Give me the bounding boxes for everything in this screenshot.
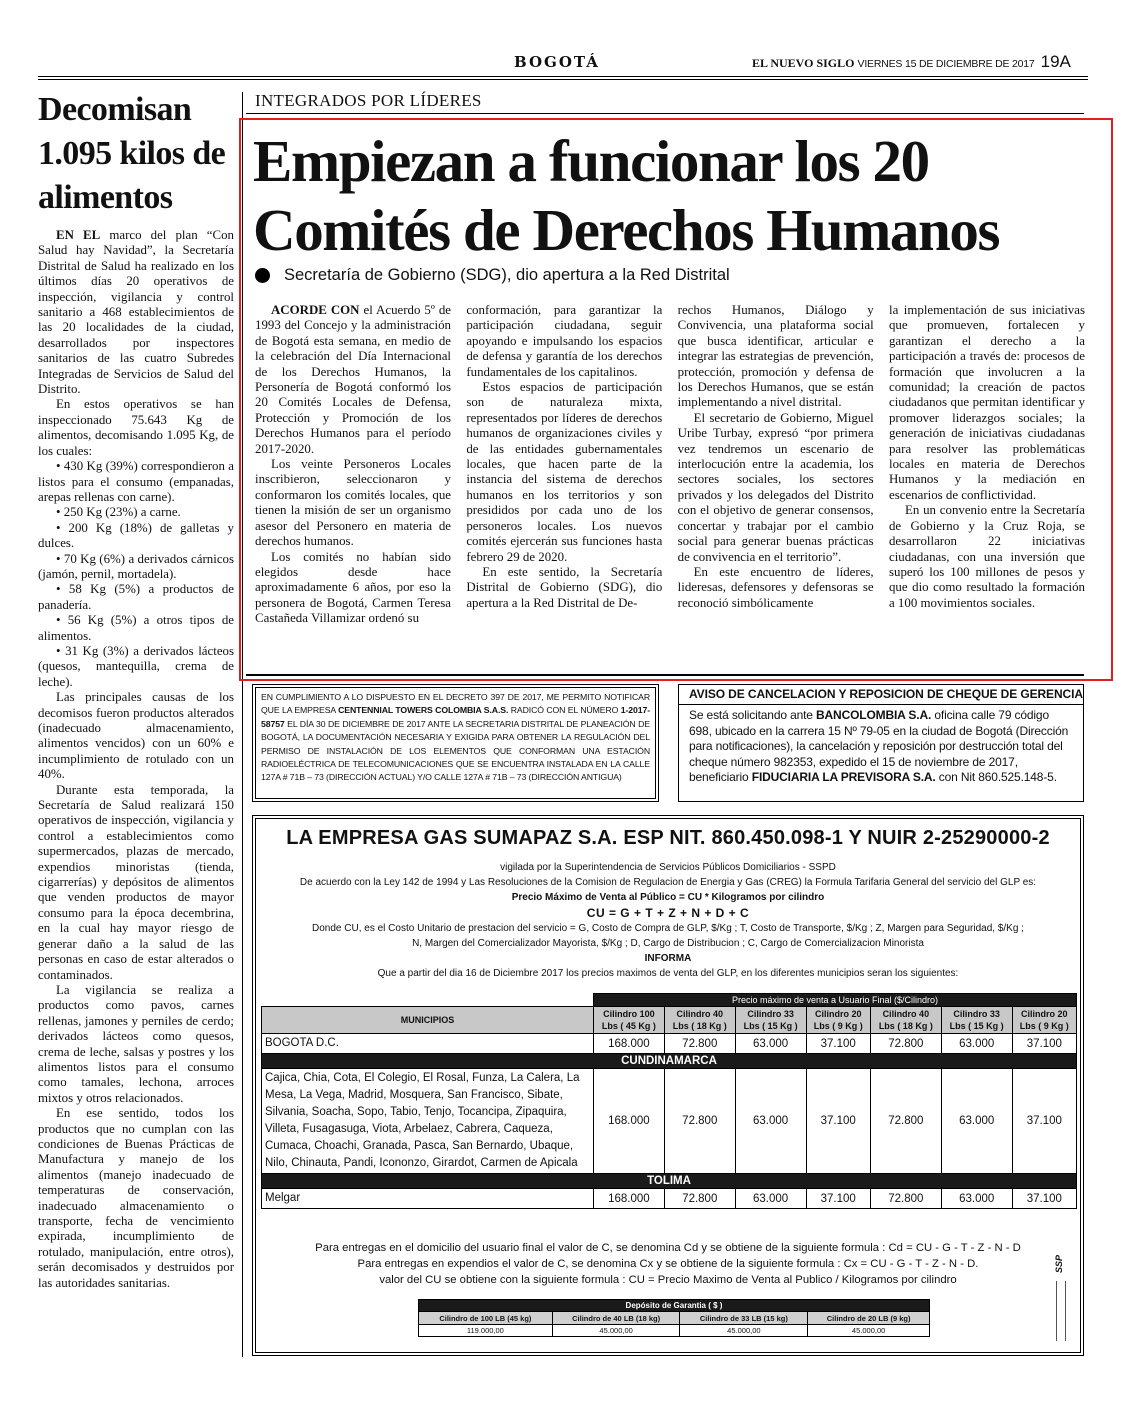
intro-line: De acuerdo con la Ley 142 de 1994 y Las Resoluciones de la Comision de Regulacion de Energia y Gas (CREG) la Formula Tarifaria General del servicio del GLP es: — [299, 877, 1037, 889]
header-line: Cilindro 20 — [1021, 1009, 1068, 1019]
company-name: CENTENNIAL TOWERS COLOMBIA S.A.S. — [338, 705, 509, 716]
paragraph: Las principales causas de los decomisos fueron productos alterados (inadecuado almacenamiento, alimentos vencidos) con un 60% e incumplimiento de rotulado con un 40%. — [38, 690, 234, 782]
gas-formula-notes — [256, 1241, 1080, 1288]
intro-line: N, Margen del Comercializador Mayorista, $/Kg ; D, Cargo de Distribucion ; C, Cargo de Comercializacion Minorista — [412, 938, 924, 950]
table-row — [262, 1189, 1077, 1209]
deposit-header-row — [419, 1312, 930, 1325]
bullet-dot-icon — [255, 268, 270, 283]
price-cell: 63.000 — [735, 1069, 806, 1174]
deposit-cell: 45.000,00 — [552, 1325, 680, 1337]
paragraph: Estos espacios de participación son de naturaleza mixta, representados por líderes de derechos humanos de organizaciones civiles y de las entidades gubernamentales locales, que hacen parte de la instancia del sistema de derechos humanos en los territorios y son presididos por cada uno de los personeros locales. Los nuevos comités ejercerán sus funciones hasta febrero 29 de 2020. — [466, 380, 663, 564]
ssp-logo: SSP — [1054, 1255, 1064, 1274]
region-label: TOLIMA — [262, 1174, 1077, 1189]
region-row — [262, 1174, 1077, 1189]
table-header-row — [262, 1007, 1077, 1034]
gas-advert-frame — [255, 818, 1081, 1353]
header-line: Lbs ( 18 Kg ) — [878, 1021, 933, 1031]
paragraph: En un convenio entre la Secretaría de Gobierno y la Cruz Roja, se desarrollaron 22 iniciativas ciudadanas, con una inversión que superó los 100 millones de pesos y que dio como resultado la formación a 100 movimientos sociales. — [888, 503, 1085, 610]
page-number: 19A — [1040, 52, 1071, 71]
header-line: Cilindro 40 — [676, 1009, 724, 1019]
column-header — [941, 1007, 1012, 1034]
price-cell: 63.000 — [735, 1034, 806, 1054]
paragraph: rechos Humanos, Diálogo y Convivencia, una plataforma social que busca identificar, articular e integrar las estrategias de prevención, protección, promoción y defensa de los Derechos Humanos, que se están implementando a nivel distrital. — [677, 303, 874, 410]
issue-date: VIERNES 15 DE DICIEMBRE DE 2017 — [857, 58, 1035, 70]
kicker-rule — [246, 113, 1084, 114]
municipality-cell: BOGOTA D.C. — [262, 1034, 594, 1054]
formula-note: valor del CU se obtiene con la siguiente formula : CU = Precio Maximo de Venta al Publico / Kilogramos por cilindro — [379, 1273, 957, 1286]
price-cell: 72.800 — [870, 1069, 941, 1174]
lead-in: EN EL — [56, 228, 101, 242]
paragraph: En estos operativos se han inspeccionado 75.643 Kg de alimentos, decomisando 1.095 Kg, de los cuales: — [38, 397, 234, 458]
table-row — [262, 1069, 1077, 1174]
list-item: • 430 Kg (39%) correspondieron a listos para el consumo (empanadas, arepas rellenas con carne). — [38, 459, 234, 504]
paragraph: En este encuentro de líderes, lideresas, defensores y defensoras se reconoció simbólicamente — [677, 564, 874, 610]
region-label: CUNDINAMARCA — [262, 1054, 1077, 1069]
notice-text: Se está solicitando ante — [689, 708, 817, 722]
header-line: Lbs ( 18 Kg ) — [672, 1021, 727, 1031]
column-header — [806, 1007, 870, 1034]
headline-line: Comités de Derechos Humanos — [253, 197, 1000, 263]
notice-text: EL DÍA 30 DE DICIEMBRE DE 2017 ANTE LA SECRETARIA DISTRITAL DE PLANEACIÓN DE BOGOTÁ, LA DOCUMENTACIÓN NECESARIA Y EXIGIDA PARA OBTENER LA REGULACIÓN DEL PERMISO DE INSTALACIÓN DE LOS ELEMENTOS QUE CONFORMAN UNA ESTACIÓN RADIOELÉCTRICA DE TELECOMUNICACIONES QUE SE ENCUENTRA INSTALADA EN LA CALLE 127A # 71B – 73 (DIRECCIÓN ACTUAL) Y/O CALLE 127A # 71B – 73 (DIRECCIÓN ANTIGUA) — [261, 718, 650, 783]
list-item: • 250 Kg (23%) a carne. — [56, 505, 181, 520]
paragraph: En este sentido, la Secretaría Distrital de Gobierno (SDG), dio apertura a la Red Distrital de De- — [466, 564, 663, 610]
header-line: Cilindro 20 — [814, 1009, 862, 1019]
price-cell: 63.000 — [941, 1189, 1012, 1209]
list-item: • 31 Kg (3%) a derivados lácteos (quesos, mantequilla, crema de leche). — [38, 643, 234, 689]
column-header — [1012, 1007, 1076, 1034]
paragraph: Durante esta temporada, la Secretaría de Salud realizará 150 operativos de inspección, vigilancia y control a establecimientos como supermercados, plazas de mercado, expendios minoristas (tienda, cigarrerías) y depósitos de alimentos que venden productos de mayor consumo para la época decembrina, en la cual hay mayor riesgo de generar daño a la salud de las personas en caso de estar alterados o contaminados. — [38, 782, 234, 982]
paragraph — [255, 303, 451, 457]
article-column-2 — [466, 303, 662, 658]
column-header: Cilindro de 20 LB (9 kg) — [808, 1312, 930, 1325]
notice-text: oficina calle 79 código 698, ubicado en la carrera 15 Nº 79-05 en la ciudad de Bogotá (Dirección para notificaciones), la cancelación y reposición por destrucción total del cheque número 982353, expedido el 15 de noviembre de 2017, beneficiario — [689, 708, 1069, 785]
section-name: BOGOTÁ — [514, 53, 600, 71]
deposit-cell: 119.000,00 — [419, 1325, 553, 1337]
ssp-fine-print-mark — [1056, 1281, 1066, 1341]
article-bottom-rule — [246, 674, 1084, 676]
region-row — [262, 1054, 1077, 1069]
paragraph: El secretario de Gobierno, Miguel Uribe Turbay, expresó “por primera vez tendremos un escenario de interlocución entre la academia, los sectores sociales, los sectores privados y los delegados del Distrito con el objetivo de generar consensos, concertar y trabajar por el cambio social para generar buenas prácticas de convivencia en el territorio”. — [677, 410, 874, 564]
column-header: MUNICIPIOS — [262, 1007, 594, 1034]
deposit-title: Depósito de Garantia ( $ ) — [419, 1300, 930, 1312]
price-table — [261, 993, 1077, 1209]
notice-text: EN CUMPLIMIENTO A LO DISPUESTO EN EL DECRETO 397 DE 2017, ME PERMITO NOTIFICAR QUE LA EMPRESA — [261, 692, 650, 716]
table-row — [262, 1034, 1077, 1054]
deposit-cell: 45.000,00 — [680, 1325, 808, 1337]
beneficiary-name: FIDUCIARIA LA PREVISORA S.A. — [751, 770, 936, 785]
paragraph: conformación, para garantizar la participación ciudadana, seguir apoyando e impulsando los espacios de defensa y garantía de los derechos fundamentales de los capitalinos. — [466, 303, 663, 379]
deposit-table-wrapper — [418, 1299, 930, 1337]
tariff-formula: CU = G + T + Z + N + D + C — [586, 905, 750, 920]
bank-name: BANCOLOMBIA S.A. — [816, 708, 932, 722]
price-cell: 37.100 — [806, 1189, 870, 1209]
price-cell: 72.800 — [664, 1069, 735, 1174]
intro-line: Que a partir del dia 16 de Diciembre 2017 los precios maximos de venta del GLP, en los diferentes municipios seran los siguientes: — [377, 968, 959, 980]
paragraph — [38, 228, 234, 397]
newspaper-name: EL NUEVO SIGLO — [752, 56, 855, 70]
price-cell: 63.000 — [941, 1034, 1012, 1054]
price-cell: 72.800 — [664, 1189, 735, 1209]
price-cell: 168.000 — [594, 1189, 665, 1209]
price-cell: 72.800 — [870, 1034, 941, 1054]
price-cell: 37.100 — [1012, 1189, 1076, 1209]
article-columns — [255, 303, 1085, 658]
informa-label: INFORMA — [644, 953, 692, 965]
deposit-cell: 45.000,00 — [808, 1325, 930, 1337]
paragraph: Los veinte Personeros Locales inscribieron, seleccionaron y conformaron los comités locales, que tienen la misión de ser un organismo asesor del Personero en materia de derechos humanos. — [255, 457, 451, 549]
header-line: Lbs ( 45 Kg ) — [601, 1021, 656, 1031]
article-kicker: INTEGRADOS POR LÍDERES — [255, 91, 482, 110]
cheque-notice — [678, 684, 1084, 802]
header-line: Cilindro 33 — [953, 1009, 1000, 1019]
municipality-cell: Melgar — [262, 1189, 594, 1209]
price-table-wrapper — [261, 993, 1077, 1209]
column-header: Cilindro de 33 LB (15 kg) — [680, 1312, 808, 1325]
price-cell: 37.100 — [1012, 1069, 1076, 1174]
notice-text: RADICÓ CON EL NÚMERO — [508, 705, 621, 716]
deposit-table — [418, 1299, 930, 1337]
municipality-cell: Cajica, Chia, Cota, El Colegio, El Rosal, Funza, La Calera, La Mesa, La Vega, Madrid, Mosquera, San Francisco, Sibate, Silvania, Soacha, Sopo, Tabio, Tenjo, Tocancipa, Zipaquira, Villeta, Fusagasuga, Viota, Arbelaez, Cabrera, Caqueza, Cumaca, Choachi, Granada, Pasca, San Bernardo, Ubaque, Nilo, Chinauta, Pandi, Icononzo, Girardot, Carmen de Apicala — [262, 1069, 594, 1174]
food-seizure-article — [38, 88, 234, 1368]
price-cell: 37.100 — [806, 1034, 870, 1054]
filing-number: 1-2017-58757 — [261, 705, 651, 729]
deposit-title-row — [419, 1300, 930, 1312]
paragraph: la implementación de sus iniciativas que promueven, fortalecen y garantizan el derecho a la participación a través de: procesos de formación que involucren a la comunidad; la creación de pactos ciudadanos que permitan identificar y promover liderazgos sociales; la generación de iniciativas ciudadanas para resolver las problemáticas locales en materia de Derechos Humanos y la mediación en escenarios de conflictividad. — [888, 303, 1085, 502]
food-seizure-body — [38, 228, 234, 1291]
caption-spacer — [262, 994, 594, 1007]
paragraph: Los comités no habían sido elegidos desde hace aproximadamente 6 años, por eso la personera de Bogotá, Carmen Teresa Castañeda Villamizar ordenó su — [255, 549, 451, 626]
list-item: • 200 Kg (18%) de galletas y dulces. — [38, 520, 234, 551]
header-rule-secondary — [38, 79, 1088, 80]
article-column-1 — [255, 303, 451, 658]
header-line: Lbs ( 15 Kg ) — [949, 1021, 1004, 1031]
formula-note: Para entregas en el domicilio del usuario final el valor de C, se denomina Cd y se obtiene de la siguiente formula : Cd = CU - G - T - Z - N - D — [315, 1242, 1021, 1254]
paragraph: La vigilancia se realiza a productos como pavos, carnes rellenas, jamones y perniles de cerdo; derivados lácteos como quesos, crema de leche, salsas y postres y los alimentos listos para el consumo como tamales, lechona, arroces mixtos y otros relacionados. — [38, 982, 234, 1105]
article-subhead — [255, 266, 1075, 285]
article-column-4 — [889, 303, 1085, 658]
price-cell: 168.000 — [594, 1034, 665, 1054]
gas-price-advert — [252, 815, 1084, 1356]
gas-advert-title: LA EMPRESA GAS SUMAPAZ S.A. ESP NIT. 860.450.098-1 Y NUIR 2-25290000-2 — [286, 827, 1050, 849]
masthead-info — [752, 52, 1088, 72]
price-cell: 63.000 — [941, 1069, 1012, 1174]
column-header — [735, 1007, 806, 1034]
headline-line: Empiezan a funcionar los 20 — [253, 128, 929, 194]
header-line: Cilindro 33 — [747, 1009, 794, 1019]
subhead-text: Secretaría de Gobierno (SDG), dio apertura a la Red Distrital — [284, 266, 730, 284]
list-item: • 70 Kg (6%) a derivados cárnicos (jamón, pernil, mortadela). — [38, 551, 234, 581]
price-cell: 168.000 — [594, 1069, 665, 1174]
list-item: • 58 Kg (5%) a productos de panadería. — [38, 582, 234, 612]
header-line: Lbs ( 15 Kg ) — [743, 1021, 798, 1031]
price-cell: 37.100 — [1012, 1034, 1076, 1054]
food-seizure-headline: Decomisan 1.095 kilos de alimentos — [38, 91, 226, 216]
column-header — [594, 1007, 665, 1034]
deposit-value-row — [419, 1325, 930, 1337]
paragraph-text: el Acuerdo 5º de 1993 del Concejo y la administración de Bogotá esta semana, en medio de la celebración del Día Internacional de los Derechos Humanos, la Personería de Bogotá conformó los 20 Comités Locales de Defensa, Protección y Promoción de los Derechos Humanos para el período 2017-2020. — [255, 303, 451, 456]
notice-text: con Nit 860.525.148-5. — [935, 770, 1057, 785]
article-column-3 — [678, 303, 874, 658]
gas-advert-intro — [256, 860, 1080, 982]
column-header — [870, 1007, 941, 1034]
list-item: • 56 Kg (5%) a otros tipos de alimentos. — [38, 613, 234, 643]
main-headline — [253, 127, 1093, 265]
table-caption-row — [262, 994, 1077, 1007]
column-header — [664, 1007, 735, 1034]
intro-line: vigilada por la Superintendencia de Servicios Públicos Domiciliarios - SSPD — [500, 862, 836, 873]
header-line: Cilindro 100 — [603, 1009, 655, 1019]
header-rule — [38, 76, 1088, 77]
intro-line: Donde CU, es el Costo Unitario de prestacion del servicio = G, Costo de Compra de GLP, $/Kg ; T, Costo de Transporte, $/Kg ; Z, Margen para Seguridad, $/Kg ; — [312, 922, 1024, 934]
paragraph: En ese sentido, todos los productos que no cumplan con las condiciones de Buenas Prácticas de Manufactura y manejo de los alimentos (manejo inadecuado de temperaturas de conservación, inadecuado almacenamiento o transporte, fecha de vencimiento expirada, incumplimiento de rotulado, manipulación, entre otros), serán decomisados y destruidos por las autoridades sanitarias. — [38, 1106, 234, 1290]
column-header: Cilindro de 100 LB (45 kg) — [419, 1312, 553, 1325]
notice-divider — [679, 704, 1083, 705]
table-caption: Precio máximo de venta a Usuario Final ($/Cilindro) — [594, 994, 1077, 1007]
formula-note: Para entregas en expendios el valor de C, se denomina Cx y se obtiene de la siguiente formula : Cx = CU - G - T - Z - N - D. — [357, 1257, 979, 1270]
header-line: Lbs ( 9 Kg ) — [1019, 1021, 1069, 1031]
price-cell: 72.800 — [870, 1189, 941, 1209]
column-header: Cilindro de 40 LB (18 kg) — [552, 1312, 680, 1325]
telecom-notice-text — [255, 687, 656, 799]
lead-in: ACORDE CON — [271, 303, 360, 317]
intro-line: Precio Máximo de Venta al Público = CU * Kilogramos por cilindro — [511, 892, 825, 904]
price-cell: 63.000 — [735, 1189, 806, 1209]
cheque-notice-body — [689, 708, 1073, 786]
price-cell: 72.800 — [664, 1034, 735, 1054]
price-cell: 37.100 — [806, 1069, 870, 1174]
paragraph-text: marco del plan “Con Salud hay Navidad”, la Secretaría Distrital de Salud ha realizado en los últimos días 20 operativos de inspección, vigilancia y control sanitario a 468 establecimientos de las 20 localidades de la ciudad, desarrollados por inspectores sanitarios de las cuatro Subredes Integradas de Servicios de Salud del Distrito. — [38, 228, 234, 397]
header-line: Cilindro 40 — [882, 1009, 930, 1019]
header-line: Lbs ( 9 Kg ) — [813, 1021, 863, 1031]
telecom-notice — [252, 684, 659, 802]
cheque-notice-title: AVISO DE CANCELACION Y REPOSICION DE CHEQUE DE GERENCIA — [689, 687, 1083, 701]
